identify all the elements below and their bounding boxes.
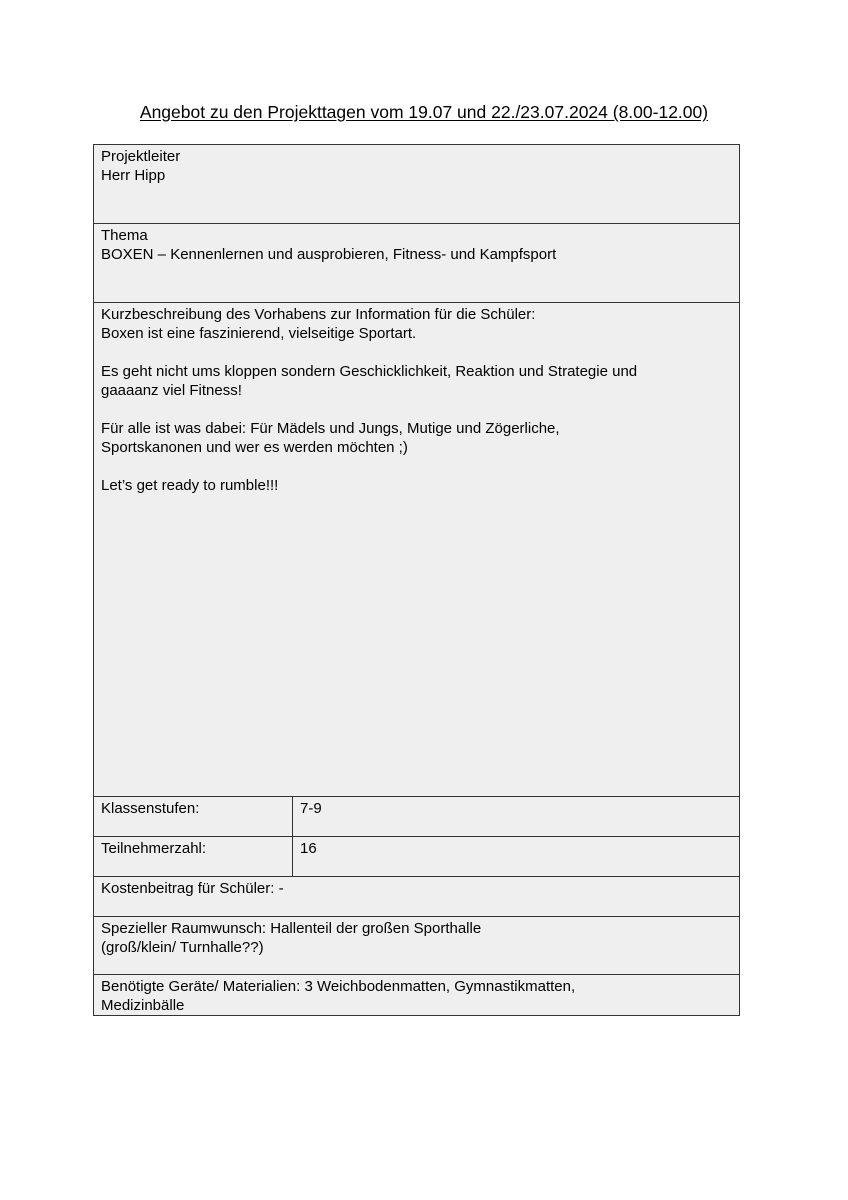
- thema-value: BOXEN – Kennenlernen und ausprobieren, Fitness- und Kampfsport: [101, 246, 557, 263]
- row-projektleiter: [94, 145, 740, 224]
- raumwunsch-line: (groß/klein/ Turnhalle??): [101, 939, 264, 956]
- row-beschreibung: [94, 303, 740, 797]
- paragraph-gap: [101, 400, 732, 419]
- beschreibung-line: Für alle ist was dabei: Für Mädels und Jungs, Mutige und Zögerliche,: [101, 420, 560, 437]
- cell-raumwunsch: [94, 917, 740, 975]
- beschreibung-line: gaaaanz viel Fitness!: [101, 382, 242, 399]
- kostenbeitrag-text: Kostenbeitrag für Schüler: -: [94, 877, 740, 917]
- beschreibung-label: Kurzbeschreibung des Vorhabens zur Information für die Schüler:: [101, 306, 536, 323]
- row-kostenbeitrag: [94, 877, 740, 917]
- geraete-line: Medizinbälle: [101, 997, 185, 1014]
- cell-beschreibung: [94, 303, 740, 797]
- raumwunsch-line: Spezieller Raumwunsch: Hallenteil der großen Sporthalle: [101, 920, 482, 937]
- row-klassenstufen: [94, 797, 740, 837]
- row-geraete: [94, 975, 740, 1016]
- beschreibung-line: Es geht nicht ums kloppen sondern Geschicklichkeit, Reaktion und Strategie und: [101, 363, 638, 380]
- beschreibung-line: Boxen ist eine faszinierend, vielseitige Sportart.: [101, 325, 417, 342]
- cell-thema: [94, 224, 740, 303]
- project-form-table: [93, 144, 740, 1016]
- paragraph-gap: [101, 343, 732, 362]
- klassenstufen-label: Klassenstufen:: [94, 797, 293, 837]
- cell-projektleiter: [94, 145, 740, 224]
- row-teilnehmerzahl: [94, 837, 740, 877]
- geraete-line: Benötigte Geräte/ Materialien: 3 Weichbodenmatten, Gymnastikmatten,: [101, 978, 576, 995]
- projektleiter-value: Herr Hipp: [101, 167, 166, 184]
- document-title: Angebot zu den Projekttagen vom 19.07 und 22./23.07.2024 (8.00-12.00): [139, 102, 709, 122]
- beschreibung-line: Sportskanonen und wer es werden möchten ;): [101, 439, 408, 456]
- teilnehmerzahl-value: 16: [293, 837, 740, 877]
- row-raumwunsch: [94, 917, 740, 975]
- projektleiter-label: Projektleiter: [101, 148, 181, 165]
- klassenstufen-value: 7-9: [293, 797, 740, 837]
- beschreibung-line: Let’s get ready to rumble!!!: [101, 477, 279, 494]
- cell-geraete: [94, 975, 740, 1016]
- teilnehmerzahl-label: Teilnehmerzahl:: [94, 837, 293, 877]
- row-thema: [94, 224, 740, 303]
- thema-label: Thema: [101, 227, 148, 244]
- paragraph-gap: [101, 457, 732, 476]
